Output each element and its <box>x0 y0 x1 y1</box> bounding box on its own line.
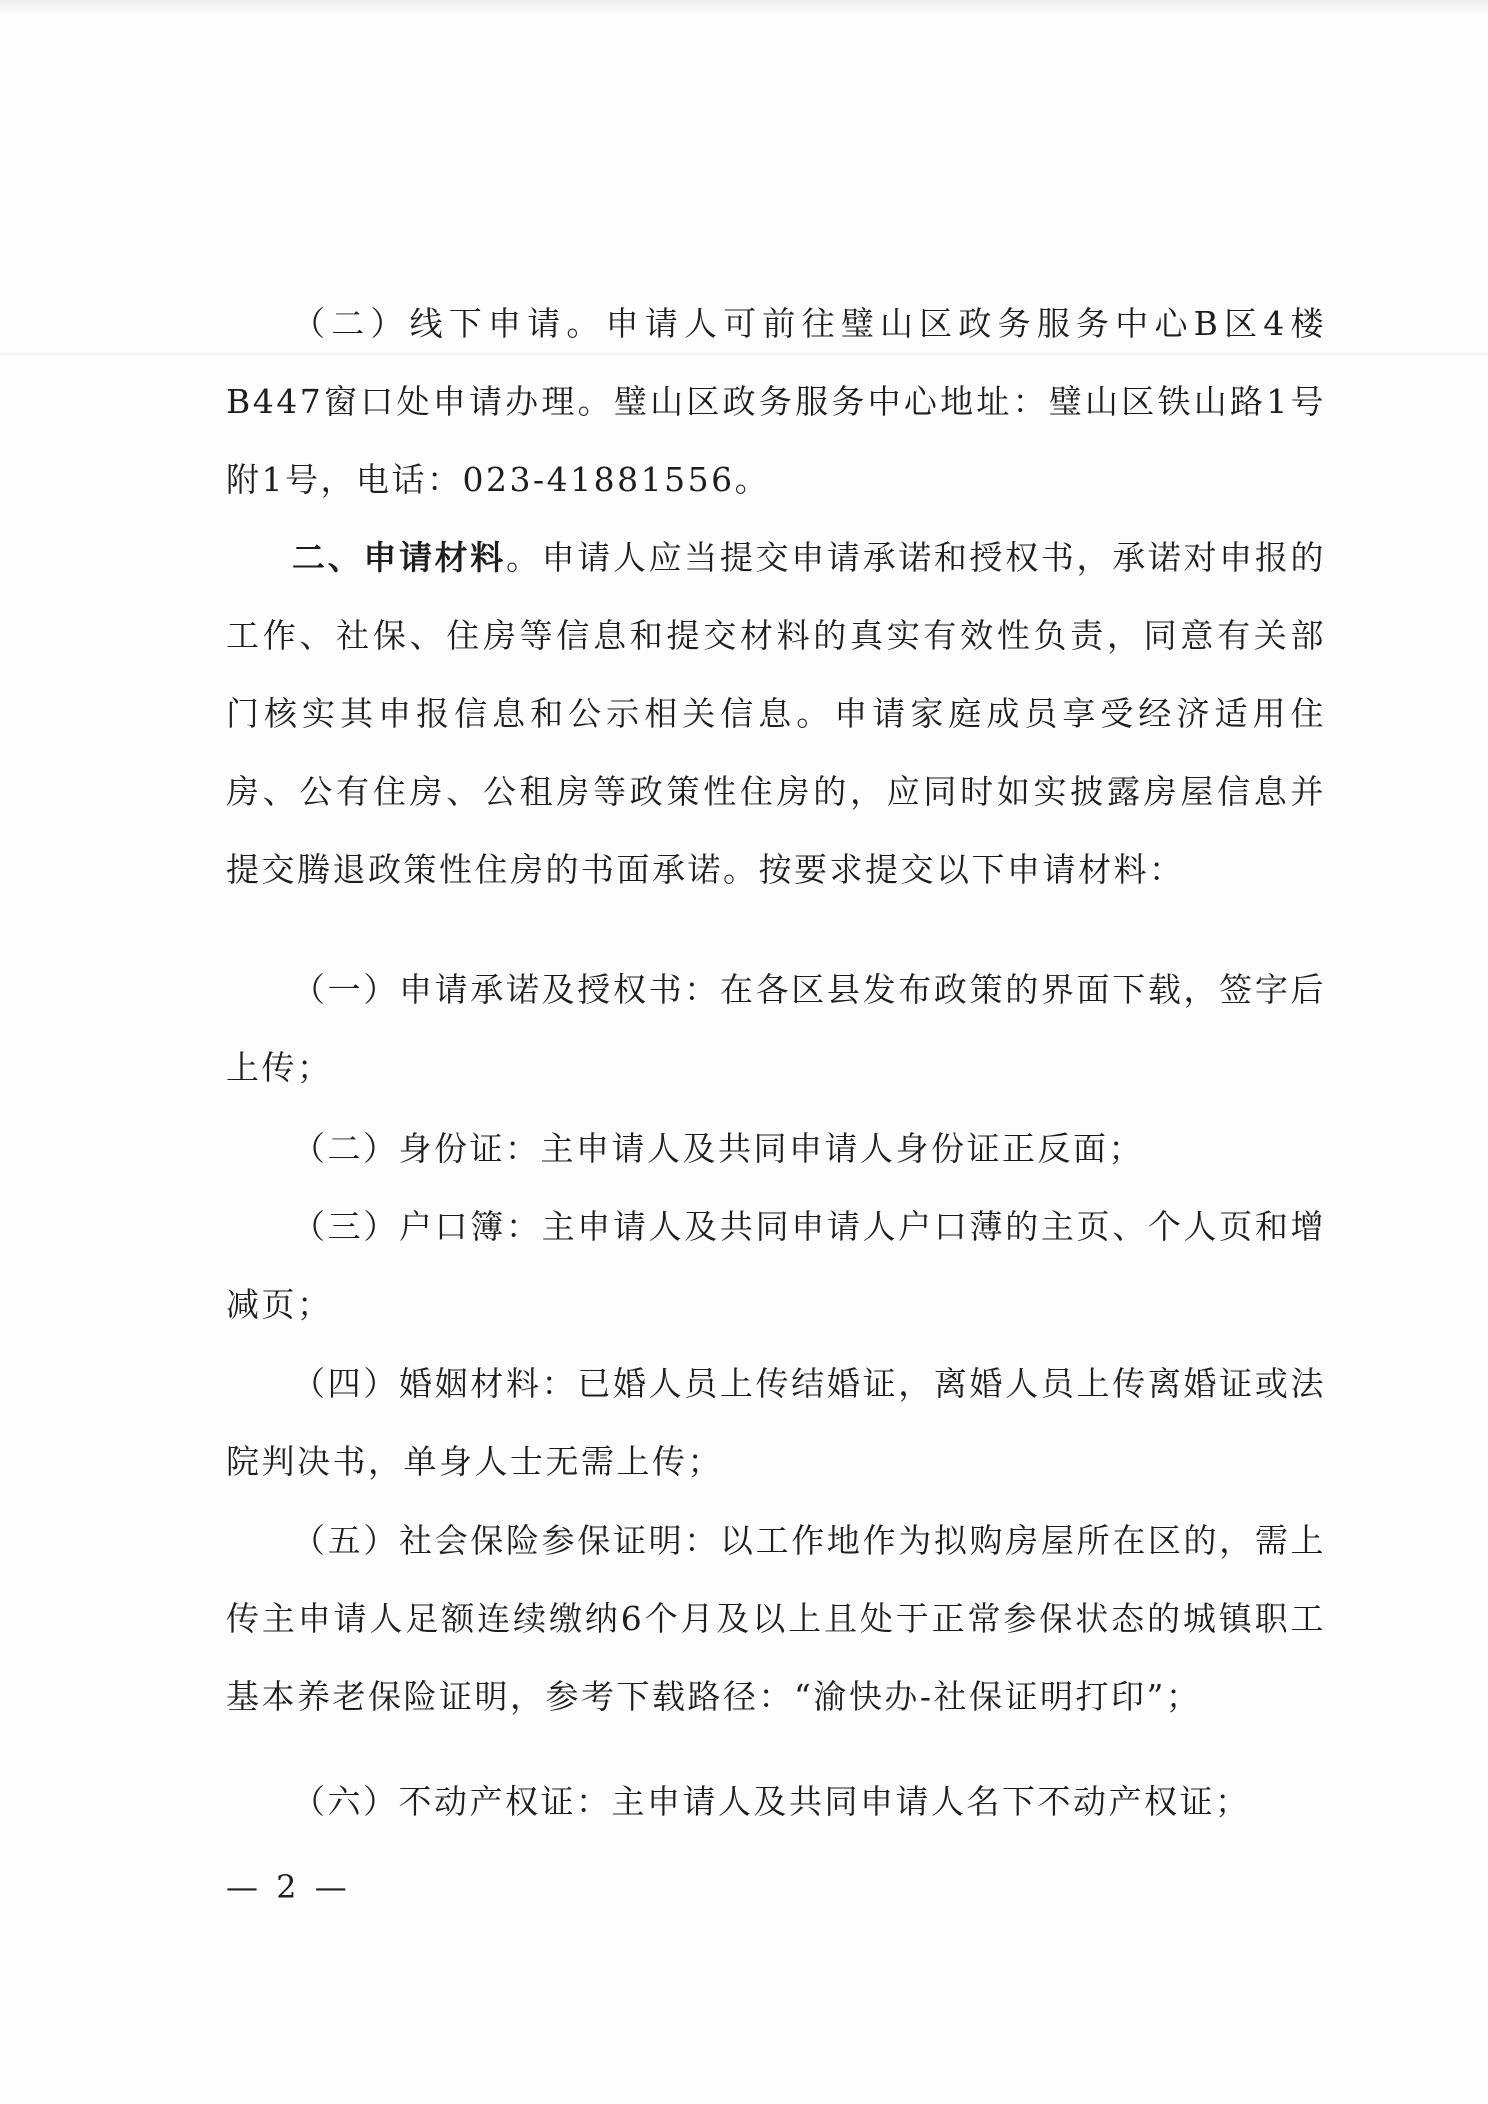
section-heading-application-materials: 二、申请材料 <box>292 538 506 577</box>
list-item-id-card: （二）身份证：主申请人及共同申请人身份证正反面； <box>292 1129 1144 1168</box>
list-item-social-insurance: （五）社会保险参保证明：以工作地作为拟购房屋所在区的，需上传主申请人足额连续缴纳6个月及以上且处于正常参保状态的城镇职工基本养老保险证明，参考下载路径：“渝快办-社保证明打印”； <box>226 1521 1326 1716</box>
list-item-household-register: （三）户口簿：主申请人及共同申请人户口薄的主页、个人页和增减页； <box>226 1207 1326 1324</box>
page-number: — 2 — <box>226 1868 351 1906</box>
list-item-marriage-materials: （四）婚姻材料：已婚人员上传结婚证，离婚人员上传离婚证或法院判决书，单身人士无需上传； <box>226 1364 1326 1481</box>
list-item-property-certificate: （六）不动产权证：主申请人及共同申请人名下不动产权证； <box>292 1782 1251 1821</box>
section-body-application-materials: 。申请人应当提交申请承诺和授权书，承诺对申报的工作、社保、住房等信息和提交材料的真实有效性负责，同意有关部门核实其申报信息和公示相关信息。申请家庭成员享受经济适用住房、公有住房、公租房等政策性住房的，应同时如实披露房屋信息并提交腾退政策性住房的书面承诺。按要求提交以下申请材料： <box>226 538 1327 889</box>
paragraph-application-materials <box>226 519 1326 909</box>
list-item-commitment-letter: （一）申请承诺及授权书：在各区县发布政策的界面下载，签字后上传； <box>226 970 1326 1087</box>
scan-edge <box>0 0 1488 14</box>
paragraph-offline-application: （二）线下申请。申请人可前往璧山区政务服务中心B区4楼B447窗口处申请办理。璧山区政务服务中心地址：璧山区铁山路1号附1号，电话：023-41881556。 <box>226 304 1326 499</box>
